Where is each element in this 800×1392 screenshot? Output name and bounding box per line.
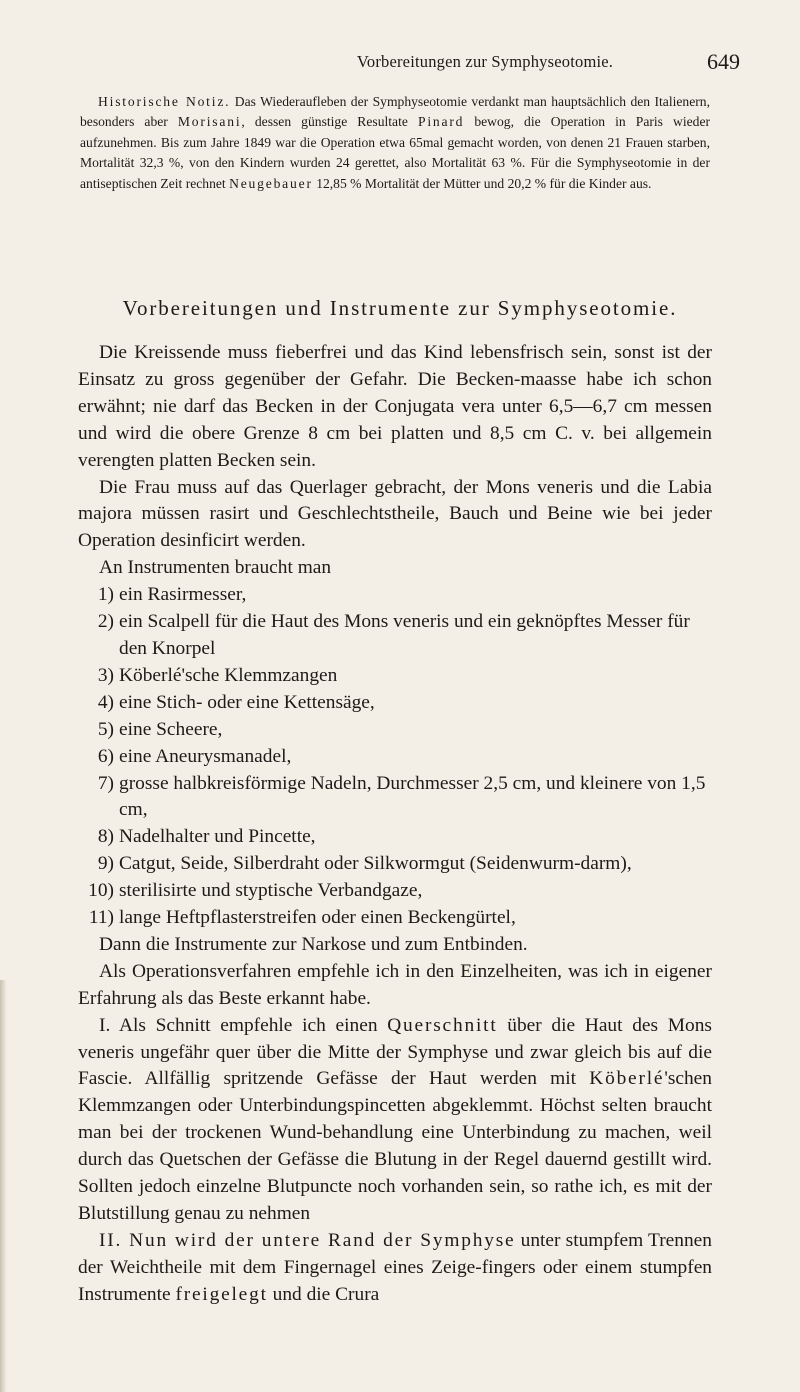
note-name-pinard: Pinard — [417, 114, 465, 130]
list-text: ein Rasirmesser, — [119, 584, 247, 606]
paragraph: Als Operationsverfahren empfehle ich in den Einzelheiten, was ich in eigener Erfahrung als das Beste erkannt habe. — [78, 960, 712, 1009]
paragraph: An Instrumenten braucht man — [99, 557, 332, 579]
note-name-morisani: Morisani — [177, 114, 242, 130]
list-text: eine Aneurysmanadel, — [119, 745, 292, 767]
paragraph: Dann die Instrumente zur Narkose und zum Entbinden. — [99, 933, 528, 955]
paragraph-text: unter stumpfem Trennen der Weichtheile mit dem Fingernagel eines Zeige-fingers oder einem stumpfen Instrumente — [78, 1229, 712, 1305]
emphasis-freigelegt: freigelegt — [175, 1283, 268, 1305]
list-text: eine Scheere, — [119, 718, 223, 740]
list-text: ein Scalpell für die Haut des Mons veneris und ein geknöpftes Messer für den Knorpel — [119, 611, 690, 659]
list-item — [78, 824, 712, 851]
list-number: 2) — [97, 611, 114, 633]
paragraph-text: und die Crura — [272, 1283, 380, 1305]
list-text: lange Heftpflasterstreifen oder einen Beckengürtel, — [119, 907, 516, 929]
list-text: sterilisirte und styptische Verbandgaze, — [119, 880, 423, 902]
page-edge-shadow — [0, 980, 6, 1392]
paragraph-text: 'schen Klemmzangen oder Unterbindungspincetten abgeklemmt. Höchst selten braucht man bei der trockenen Wund-behandlung eine Unterbindung zu machen, weil durch das Quetschen der Gefässe die Blutung in der Regel dauernd gestillt wird. Sollten jedoch einzelne Blutpuncte noch vorhanden sein, so rathe ich, es mit der Blutstillung genau zu nehmen — [78, 1068, 712, 1224]
emphasis-name: Köberlé — [589, 1068, 665, 1090]
list-text: Köberlé'sche Klemmzangen — [119, 664, 338, 686]
list-item — [78, 878, 712, 905]
paragraph-text: über die Haut des Mons veneris ungefähr quer über die Mitte der Symphyse und zwar gleich bis auf die Fascie. Allfällig spritzende Gefässe der Haut werden mit — [78, 1014, 712, 1090]
paragraph: Die Kreissende muss fieberfrei und das Kind lebensfrisch sein, sonst ist der Einsatz zu gross gegenüber der Gefahr. Die Becken-maasse habe ich schon erwähnt; nie darf das Becken in der Conjugata vera unter 6,5—6,7 cm messen und wird die obere Grenze 8 cm bei platten und 8,5 cm C. v. bei allgemein verengten platten Becken sein. — [78, 342, 712, 471]
list-text: Nadelhalter und Pincette, — [119, 826, 316, 848]
list-item — [78, 609, 712, 663]
list-item — [78, 663, 712, 690]
list-number: 5) — [97, 718, 114, 740]
note-name-neugebauer: Neugebauer — [229, 175, 313, 191]
emphasis-heading: II. Nun wird der untere Rand der Symphyse — [99, 1229, 516, 1251]
note-text: Das Wiederaufleben der Symphyseotomie verdankt man hauptsächlich den Italienern, besonders aber — [80, 94, 710, 130]
note-text: bewog, die Operation in Paris wieder aufzunehmen. Bis zum Jahre 1849 war die Operation etwa 65mal gemacht worden, von denen 21 Frauen starben, Mortalität 32,3 %, von den Kindern wurden 24 gerettet, also Mortalität 63 %. Für die Symphyseotomie in der antiseptischen Zeit rechnet — [80, 114, 711, 191]
instrument-list — [78, 582, 712, 932]
list-number: 6) — [97, 745, 114, 767]
list-number: 7) — [97, 772, 114, 794]
list-number: 3) — [97, 664, 114, 686]
list-number: 1) — [97, 584, 114, 606]
list-item — [78, 905, 712, 932]
note-label: Historische Notiz. — [98, 94, 231, 109]
note-text: , dessen günstige Resultate — [241, 114, 408, 130]
running-head: Vorbereitungen zur Symphyseotomie. — [356, 52, 614, 71]
list-number: 11) — [88, 907, 114, 929]
historical-note — [80, 92, 710, 194]
paragraph: Die Frau muss auf das Querlager gebracht, der Mons veneris und die Labia majora müssen rasirt und Geschlechtstheile, Bauch und Beine wie bei jeder Operation desinficirt werden. — [78, 476, 712, 552]
list-item — [78, 771, 712, 825]
paragraph — [78, 1013, 712, 1228]
list-number: 9) — [97, 853, 114, 875]
list-number: 8) — [97, 826, 114, 848]
list-item — [78, 717, 712, 744]
paragraph — [78, 1228, 712, 1309]
note-text: 12,85 % Mortalität der Mütter und 20,2 % für die Kinder aus. — [316, 175, 652, 191]
list-text: Catgut, Seide, Silberdraht oder Silkwormgut (Seidenwurm-darm), — [119, 853, 632, 875]
list-text: grosse halbkreisförmige Nadeln, Durchmesser 2,5 cm, und kleinere von 1,5 cm, — [119, 772, 706, 821]
page-number: 649 — [707, 49, 740, 74]
list-item — [78, 744, 712, 771]
list-item — [78, 851, 712, 878]
list-number: 10) — [88, 880, 114, 902]
section-heading: Vorbereitungen und Instrumente zur Symphyseotomie. — [122, 296, 678, 320]
list-item — [78, 690, 712, 717]
paragraph-text: I. Als Schnitt empfehle ich einen — [99, 1014, 378, 1036]
list-number: 4) — [97, 691, 114, 713]
list-text: eine Stich- oder eine Kettensäge, — [119, 691, 375, 713]
emphasis-querschnitt: Querschnitt — [387, 1014, 498, 1036]
body-text — [78, 340, 712, 1309]
list-item — [78, 582, 712, 609]
